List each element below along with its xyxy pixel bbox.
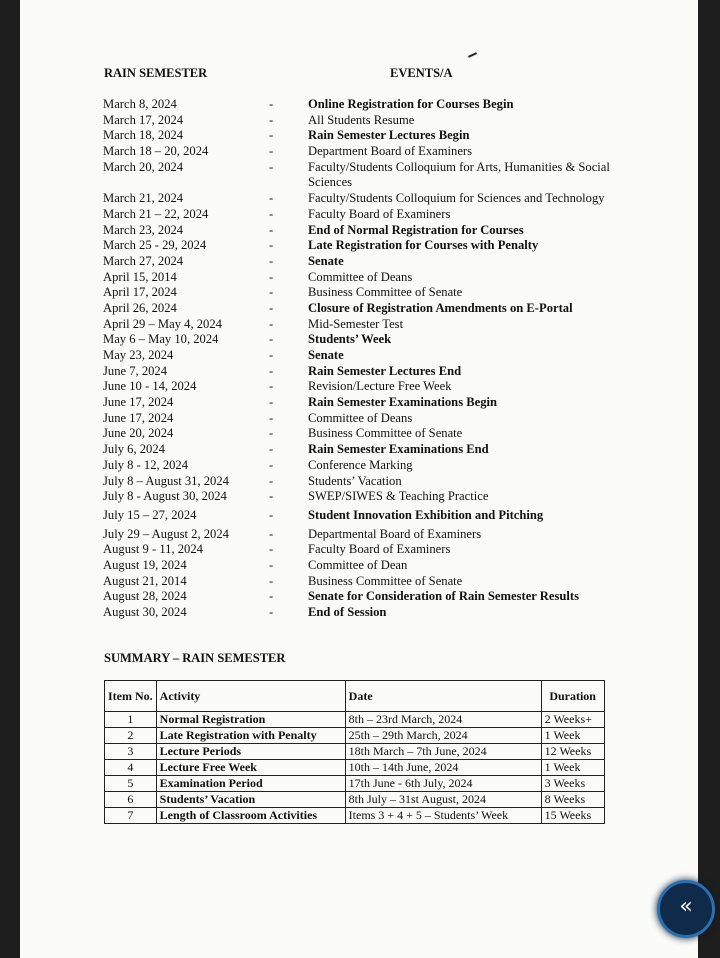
- event-separator: -: [269, 97, 274, 111]
- event-date: August 30, 2024: [103, 605, 187, 620]
- event-separator: -: [269, 542, 274, 557]
- event-row: [103, 508, 663, 524]
- event-separator: -: [269, 112, 274, 127]
- event-name: Faculty Board of Examiners: [308, 542, 451, 557]
- event-name: Faculty/Students Colloquium for Sciences and Technology: [308, 191, 605, 206]
- event-separator: -: [269, 159, 274, 174]
- event-date: June 17, 2024: [103, 395, 174, 410]
- event-date: March 18, 2024: [103, 128, 184, 143]
- item-no: 3: [105, 744, 157, 760]
- event-separator: -: [269, 332, 274, 347]
- activity-header: Activity: [156, 681, 345, 712]
- event-name: Student Innovation Exhibition and Pitching: [308, 507, 544, 522]
- duration: 1 Week: [541, 760, 604, 776]
- duration: 1 Week: [541, 728, 604, 744]
- event-name: Department Board of Examiners: [308, 144, 473, 159]
- event-name: Rain Semester Examinations Begin: [308, 395, 498, 410]
- event-date: July 15 – 27, 2024: [103, 507, 197, 522]
- event-name: Committee of Deans: [308, 269, 413, 284]
- event-row: [103, 97, 663, 113]
- event-separator: -: [269, 489, 274, 504]
- item-no: 4: [105, 760, 157, 776]
- event-name: Students’ Vacation: [308, 473, 402, 488]
- event-separator: -: [269, 316, 274, 331]
- event-separator: -: [269, 144, 274, 159]
- document-page: [20, 0, 698, 958]
- event-separator: -: [269, 589, 274, 604]
- event-row: [103, 270, 663, 286]
- events-list: [103, 97, 663, 621]
- event-date: March 25 - 29, 2024: [103, 238, 207, 253]
- pen-mark: [468, 52, 477, 58]
- event-date: April 15, 2014: [103, 269, 177, 284]
- event-name: Late Registration for Courses with Penalty: [308, 238, 539, 253]
- back-nav-button[interactable]: [657, 880, 715, 938]
- date-header: Date: [345, 681, 541, 712]
- event-row: [103, 589, 663, 605]
- event-date: August 19, 2024: [103, 557, 187, 572]
- event-date: July 8 – August 31, 2024: [103, 473, 229, 488]
- activity: Late Registration with Penalty: [156, 728, 345, 744]
- event-row: [103, 254, 663, 270]
- event-name: Mid-Semester Test: [308, 316, 404, 331]
- event-date: March 20, 2024: [103, 159, 184, 174]
- event-row: [103, 489, 663, 505]
- summary-row: [105, 760, 605, 776]
- event-row: [103, 113, 663, 129]
- summary-header-row: [105, 681, 605, 712]
- item-no: 6: [105, 792, 157, 808]
- event-separator: -: [269, 557, 274, 572]
- event-name: Committee of Deans: [308, 410, 413, 425]
- event-separator: -: [269, 573, 274, 588]
- event-name: Departmental Board of Examiners: [308, 526, 482, 541]
- event-date: July 6, 2024: [103, 442, 165, 457]
- event-separator: -: [269, 222, 274, 237]
- item-no: 7: [105, 808, 157, 824]
- event-separator: -: [269, 269, 274, 284]
- duration: 8 Weeks: [541, 792, 604, 808]
- activity: Students’ Vacation: [156, 792, 345, 808]
- event-row: [103, 379, 663, 395]
- event-date: July 8 - August 30, 2024: [103, 489, 227, 504]
- event-name: Rain Semester Lectures End: [308, 363, 462, 378]
- summary-row: [105, 712, 605, 728]
- date-range: 25th – 29th March, 2024: [345, 728, 541, 744]
- event-separator: -: [269, 206, 274, 221]
- event-separator: -: [269, 379, 274, 394]
- event-row: [103, 426, 663, 442]
- activity: Examination Period: [156, 776, 345, 792]
- date-range: Items 3 + 4 + 5 – Students’ Week: [345, 808, 541, 824]
- date-range: 10th – 14th June, 2024: [345, 760, 541, 776]
- date-range: 8th July – 31st August, 2024: [345, 792, 541, 808]
- event-row: [103, 574, 663, 590]
- activity: Lecture Periods: [156, 744, 345, 760]
- event-separator: -: [269, 253, 274, 268]
- event-date: May 6 – May 10, 2024: [103, 332, 219, 347]
- item-no: 1: [105, 712, 157, 728]
- event-date: March 18 – 20, 2024: [103, 144, 209, 159]
- duration: 15 Weeks: [541, 808, 604, 824]
- event-row: [103, 527, 663, 543]
- activity: Lecture Free Week: [156, 760, 345, 776]
- event-date: July 8 - 12, 2024: [103, 457, 189, 472]
- event-date: April 29 – May 4, 2024: [103, 316, 222, 331]
- event-row: [103, 317, 663, 333]
- summary-row: [105, 776, 605, 792]
- event-row: [103, 223, 663, 239]
- event-separator: -: [269, 285, 274, 300]
- date-range: 18th March – 7th June, 2024: [345, 744, 541, 760]
- event-row: [103, 442, 663, 458]
- event-name: End of Normal Registration for Courses: [308, 222, 524, 237]
- event-separator: -: [269, 426, 274, 441]
- event-date: March 21, 2024: [103, 191, 184, 206]
- event-row: [103, 558, 663, 574]
- event-date: March 17, 2024: [103, 112, 184, 127]
- event-name: Conference Marking: [308, 457, 413, 472]
- date-range: 8th – 23rd March, 2024: [345, 712, 541, 728]
- event-row: [103, 458, 663, 474]
- event-date: June 10 - 14, 2024: [103, 379, 197, 394]
- event-date: July 29 – August 2, 2024: [103, 526, 229, 541]
- event-name: Committee of Dean: [308, 557, 408, 572]
- event-date: April 17, 2024: [103, 285, 177, 300]
- event-separator: -: [269, 507, 274, 522]
- duration: 3 Weeks: [541, 776, 604, 792]
- duration: 12 Weeks: [541, 744, 604, 760]
- rain-semester-header: RAIN SEMESTER: [104, 66, 208, 80]
- event-date: March 27, 2024: [103, 253, 184, 268]
- event-separator: -: [269, 300, 274, 315]
- summary-row: [105, 808, 605, 824]
- event-separator: -: [269, 128, 274, 143]
- event-row: [103, 474, 663, 490]
- event-row: [103, 395, 663, 411]
- event-row: [103, 348, 663, 364]
- event-name: Students’ Week: [308, 332, 392, 347]
- event-separator: -: [269, 395, 274, 410]
- event-separator: -: [269, 363, 274, 378]
- event-row: [103, 191, 663, 207]
- event-separator: -: [269, 410, 274, 425]
- event-name: Senate for Consideration of Rain Semester Results: [308, 589, 579, 604]
- event-separator: -: [269, 526, 274, 541]
- event-name: Senate: [308, 253, 344, 268]
- event-name: Faculty Board of Examiners: [308, 206, 451, 221]
- event-name: Rain Semester Lectures Begin: [308, 128, 470, 143]
- event-name: All Students Resume: [308, 112, 415, 127]
- event-row: [103, 301, 663, 317]
- event-name: Closure of Registration Amendments on E-Portal: [308, 300, 573, 315]
- summary-title: SUMMARY – RAIN SEMESTER: [104, 651, 286, 665]
- event-row: [103, 332, 663, 348]
- events-header: EVENTS/A: [390, 66, 453, 80]
- event-name: SWEP/SIWES & Teaching Practice: [308, 489, 489, 504]
- event-name: Senate: [308, 348, 344, 363]
- event-name: End of Session: [308, 605, 387, 620]
- summary-row: [105, 744, 605, 760]
- event-row: [103, 364, 663, 380]
- event-separator: -: [269, 238, 274, 253]
- event-date: April 26, 2024: [103, 300, 177, 315]
- event-date: June 17, 2024: [103, 410, 174, 425]
- event-row: [103, 605, 663, 621]
- event-separator: -: [269, 348, 274, 363]
- event-name: Business Committee of Senate: [308, 573, 463, 588]
- item-no-header: Item No.: [105, 681, 157, 712]
- event-row: [103, 542, 663, 558]
- event-separator: -: [269, 605, 274, 620]
- event-date: March 21 – 22, 2024: [103, 206, 209, 221]
- event-date: March 23, 2024: [103, 222, 184, 237]
- event-separator: -: [269, 442, 274, 457]
- event-date: August 21, 2014: [103, 573, 187, 588]
- summary-row: [105, 728, 605, 744]
- event-date: June 7, 2024: [103, 363, 168, 378]
- activity: Length of Classroom Activities: [156, 808, 345, 824]
- item-no: 2: [105, 728, 157, 744]
- event-separator: -: [269, 457, 274, 472]
- item-no: 5: [105, 776, 157, 792]
- double-chevron-left-icon: «: [679, 894, 693, 919]
- event-name: Online Registration for Courses Begin: [308, 97, 514, 111]
- summary-row: [105, 792, 605, 808]
- summary-table: [104, 680, 605, 824]
- event-name: Business Committee of Senate: [308, 426, 463, 441]
- event-row: [103, 144, 663, 160]
- event-date: August 28, 2024: [103, 589, 187, 604]
- event-row: [103, 238, 663, 254]
- event-row: [103, 128, 663, 144]
- duration: 2 Weeks+: [541, 712, 604, 728]
- event-row: [103, 411, 663, 427]
- event-row: [103, 160, 663, 191]
- event-name: Rain Semester Examinations End: [308, 442, 489, 457]
- event-date: May 23, 2024: [103, 348, 174, 363]
- event-date: June 20, 2024: [103, 426, 174, 441]
- event-row: [103, 207, 663, 223]
- event-name: Faculty/Students Colloquium for Arts, Humanities & Social Sciences: [308, 159, 610, 190]
- event-separator: -: [269, 473, 274, 488]
- event-separator: -: [269, 191, 274, 206]
- event-date: March 8, 2024: [103, 97, 177, 111]
- activity: Normal Registration: [156, 712, 345, 728]
- event-row: [103, 285, 663, 301]
- event-name: Business Committee of Senate: [308, 285, 463, 300]
- event-date: August 9 - 11, 2024: [103, 542, 203, 557]
- date-range: 17th June - 6th July, 2024: [345, 776, 541, 792]
- event-name: Revision/Lecture Free Week: [308, 379, 452, 394]
- duration-header: Duration: [541, 681, 604, 712]
